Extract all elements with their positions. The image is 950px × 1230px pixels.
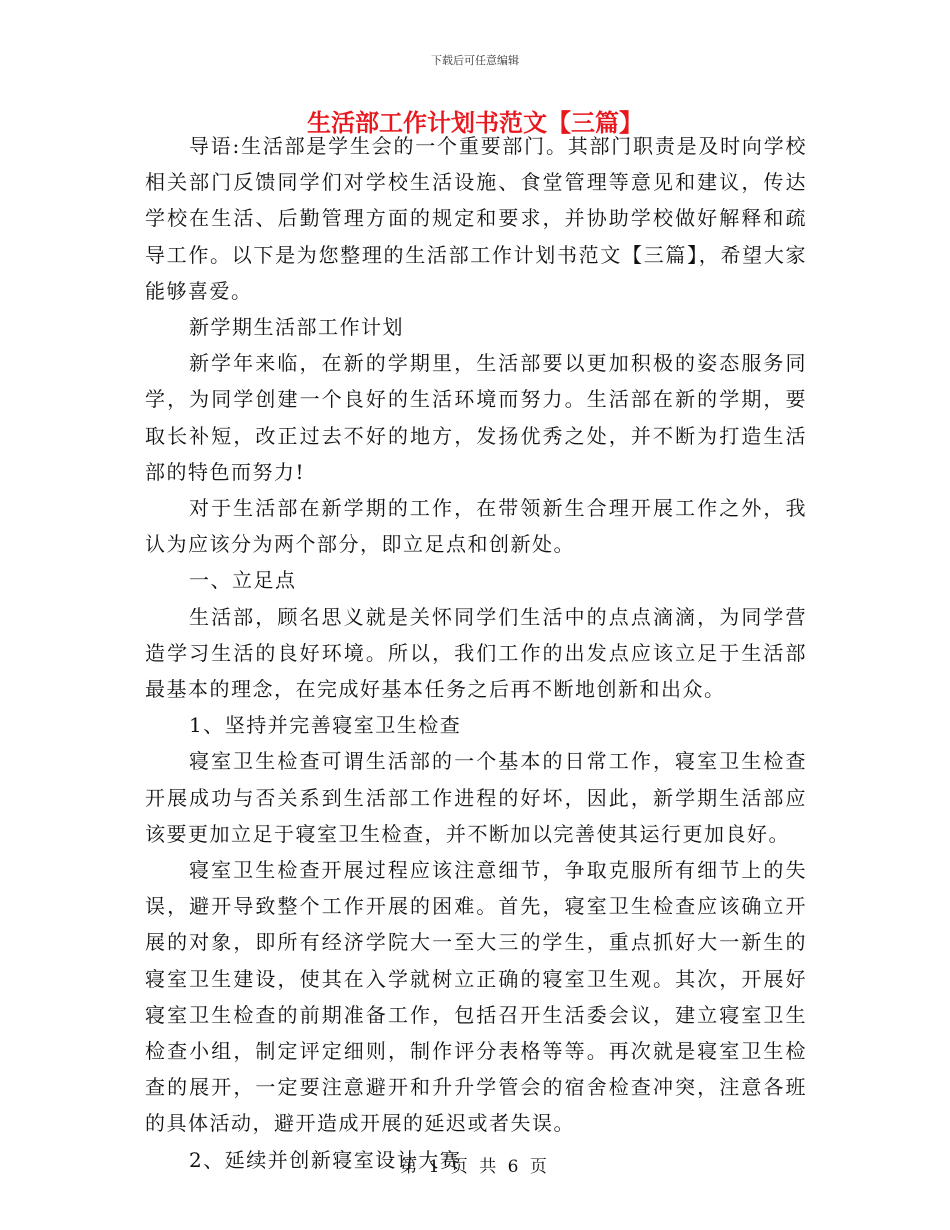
subsection-heading: 1、坚持并完善寝室卫生检查 — [189, 713, 462, 738]
page-header-note: 下载后可任意编辑 — [431, 54, 519, 67]
paragraph-heading-plan: 新学期生活部工作计划 — [189, 315, 404, 340]
paragraph: 寝室卫生检查可谓生活部的一个基本的日常工作，寝室卫生检查开展成功与否关系到生活部工作进程的好坏，因此，新学期生活部应该要更加立足于寝室卫生检查，并不断加以完善使其运行更加良好。 — [145, 749, 807, 846]
subsection-heading: 2、延续并创新寝室设计大赛 — [189, 1147, 462, 1172]
document-title: 生活部工作计划书范文【三篇】 — [307, 109, 643, 137]
paragraph: 新学年来临，在新的学期里，生活部要以更加积极的姿态服务同学，为同学创建一个良好的生活环境而努力。生活部在新的学期，要取长补短，改正过去不好的地方，发扬优秀之处，并不断为打造生活部的特色而努力! — [145, 351, 807, 484]
paragraph: 对于生活部在新学期的工作，在带领新生合理开展工作之外，我认为应该分为两个部分，即立足点和创新处。 — [145, 496, 807, 557]
section-heading: 一、立足点 — [189, 568, 297, 593]
paragraph: 寝室卫生检查开展过程应该注意细节，争取克服所有细节上的失误，避开导致整个工作开展的困难。首先，寝室卫生检查应该确立开展的对象，即所有经济学院大一至大三的学生，重点抓好大一新生的寝室卫生建设，使其在入学就树立正确的寝室卫生观。其次，开展好寝室卫生检查的前期准备工作，包括召开生活委会议，建立寝室卫生检查小组，制定评定细则，制作评分表格等等。再次就是寝室卫生检查的展开，一定要注意避开和升升学管会的宿舍检查冲突，注意各班的具体活动，避开造成开展的延迟或者失误。 — [145, 858, 807, 1136]
paragraph: 生活部，顾名思义就是关怀同学们生活中的点点滴滴，为同学营造学习生活的良好环境。所以，我们工作的出发点应该立足于生活部最基本的理念，在完成好基本任务之后再不断地创新和出众。 — [145, 604, 807, 702]
document-body — [145, 128, 807, 1178]
page-number: 第 1 页 共 6 页 — [400, 1157, 550, 1177]
paragraph-intro: 导语:生活部是学生会的一个重要部门。其部门职责是及时向学校相关部门反馈同学们对学校生活设施、食堂管理等意见和建议，传达学校在生活、后勤管理方面的规定和要求，并协助学校做好解释和疏导工作。以下是为您整理的生活部工作计划书范文【三篇】，希望大家能够喜爱。 — [145, 134, 807, 303]
